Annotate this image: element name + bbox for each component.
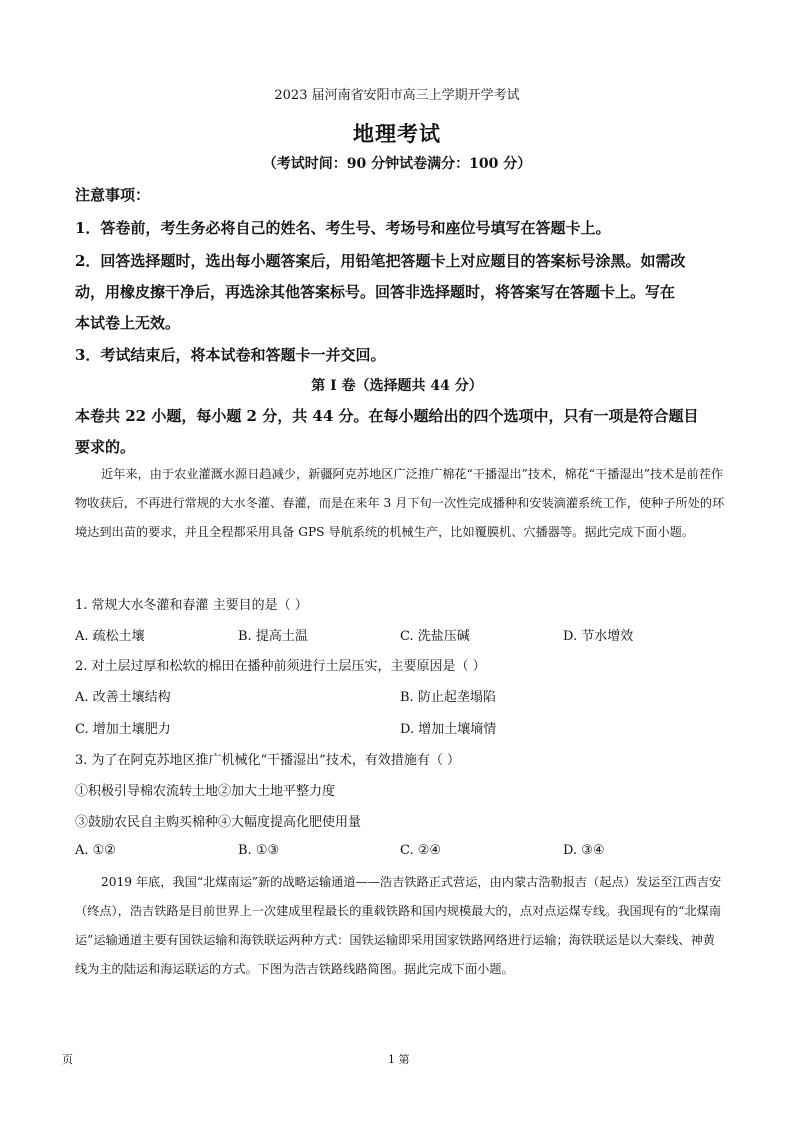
section-intro-line-1: 本卷共 22 小题，每小题 2 分，共 44 分。在每小题给出的四个选项中，只有一项是符合题目 <box>75 407 699 425</box>
question-2-option-a: A. 改善土壤结构 <box>75 690 171 705</box>
notice-heading: 注意事项： <box>75 186 151 204</box>
question-2-option-c: C. 增加土壤肥力 <box>75 722 171 737</box>
question-3-statements-1: ①积极引导棉农流转土地②加大土地平整力度 <box>75 784 336 799</box>
notice-item-2-line-1: 2．回答选择题时，选出每小题答案后，用铅笔把答题卡上对应题目的答案标号涂黑。如需改 <box>75 252 686 270</box>
notice-item-1: 1．答卷前，考生务必将自己的姓名、考生号、考场号和座位号填写在答题卡上。 <box>75 219 611 237</box>
question-1-option-b: B. 提高土温 <box>238 629 308 644</box>
section-intro-line-2: 要求的。 <box>75 438 136 456</box>
question-3-option-b: B. ①③ <box>238 843 280 858</box>
page-title: 地理考试 <box>353 121 441 146</box>
section-heading: 第 I 卷（选择题共 44 分） <box>311 378 483 394</box>
exam-subtitle: 2023 届河南省安阳市高三上学期开学考试 <box>274 88 520 103</box>
notice-item-3: 3．考试结束后，将本试卷和答题卡一并交回。 <box>75 346 386 364</box>
question-1-option-d: D. 节水增效 <box>563 629 634 644</box>
page-number: 1 第 <box>388 1053 410 1066</box>
question-2-stem: 2. 对土层过厚和松软的棉田在播种前须进行土层压实，主要原因是（ ） <box>75 659 486 674</box>
question-1-stem: 1. 常规大水冬灌和春灌 主要目的是（ ） <box>75 598 308 613</box>
question-3-option-d: D. ③④ <box>563 843 605 858</box>
passage-railway: 2019 年底，我国“北煤南运”新的战略运输通道——浩吉铁路正式营运，由内蒙古浩勒报吉（起点）发运至江西吉安（终点），浩吉铁路是目前世界上一次建成里程最长的重载铁路和国内规模最大的，点对点运煤专线。我国现有的“北煤南运”运输通道主要有国铁运输和海铁联运两种方式：国铁运输即采用国家铁路网络进行运输；海铁联运是以大秦线、神黄线为主的陆运和海运联运的方式。下图为浩吉铁路线路简图。据此完成下面小题。 <box>75 875 722 976</box>
notice-item-2-line-3: 本试卷上无效。 <box>75 314 181 332</box>
notice-item-2-line-2: 动，用橡皮擦干净后，再选涂其他答案标号。回答非选择题时，将答案写在答题卡上。写在 <box>75 283 676 301</box>
question-1-option-a: A. 疏松土壤 <box>75 629 145 644</box>
question-1-option-c: C. 洗盐压碱 <box>400 629 470 644</box>
question-3-option-a: A. ①② <box>75 843 116 858</box>
passage-cotton: 近年来，由于农业灌溉水源日趋减少，新疆阿克苏地区广泛推广棉花“干播湿出”技术，棉花“干播湿出”技术是前茬作物收获后，不再进行常规的大水冬灌、春灌，而是在来年 3 月下旬一次性完成播种和安装滴灌系统工作，使种子所处的环境达到出苗的要求，并且全程都采用具备 GPS 导航系统的机械生产，比如覆膜机、穴播器等。据此完成下面小题。 <box>75 467 725 539</box>
question-3-statements-2: ③鼓励农民自主购买棉种④大幅度提高化肥使用量 <box>75 815 362 830</box>
question-3-option-c: C. ②④ <box>400 843 442 858</box>
question-3-stem: 3. 为了在阿克苏地区推广机械化“干播湿出”技术，有效措施有（ ） <box>75 753 460 768</box>
question-2-option-d: D. 增加土壤墒情 <box>400 722 497 737</box>
footer-left: 页 <box>62 1053 73 1066</box>
exam-info: （考试时间：90 分钟试卷满分：100 分） <box>262 156 532 172</box>
question-2-option-b: B. 防止起垄塌陷 <box>400 690 496 705</box>
